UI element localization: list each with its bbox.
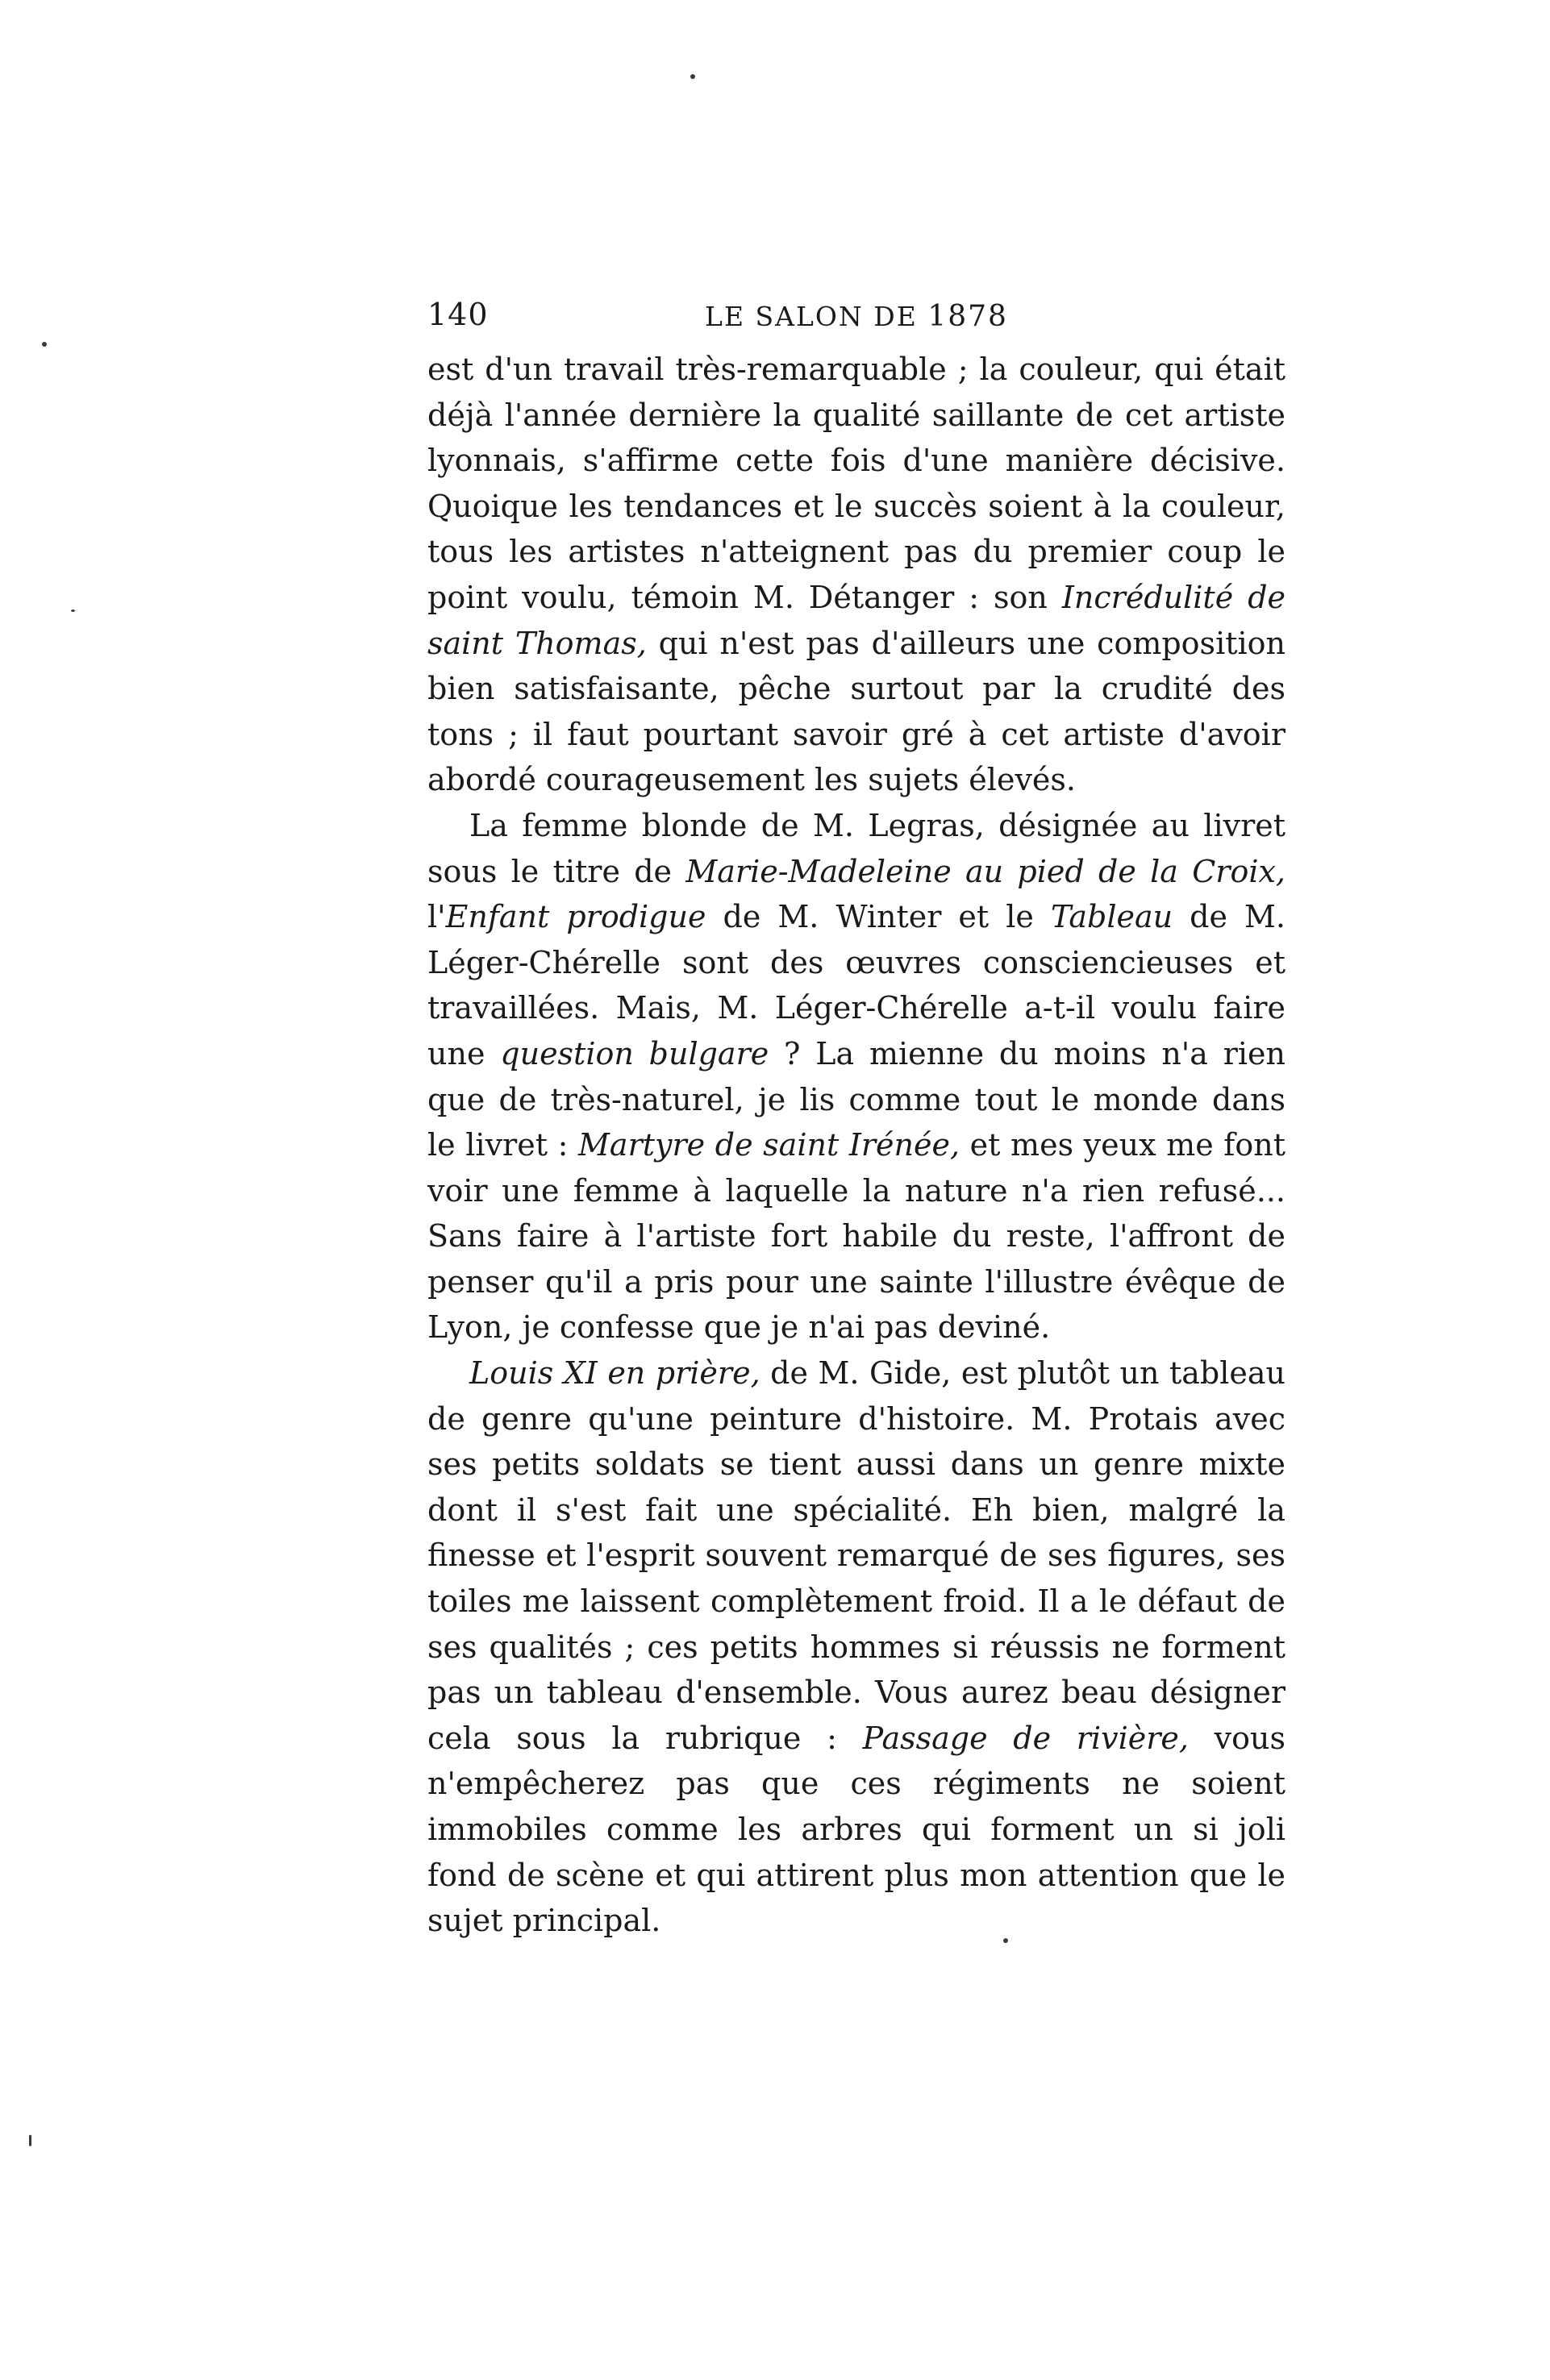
emphasis: question bulgare bbox=[500, 1035, 769, 1071]
paragraph bbox=[427, 1350, 1285, 1944]
artwork-title: Enfant prodigue bbox=[445, 899, 706, 935]
text-run: qui n'est pas d'ailleurs une composition bien satisfaisante, pêche surtout par la crudité des tons ; il faut pourtant savoir gré à cet artiste d'avoir abordé courageusement les sujets élevés. bbox=[427, 625, 1285, 798]
text-run: La femme blonde de M. Legras, désignée au livret sous le titre de bbox=[427, 807, 1285, 889]
text-run: de M. Léger-Chérelle sont des œuvres consciencieuses et travaillées. Mais, M. Léger-Chérelle a-t-il voulu faire une bbox=[427, 899, 1285, 1071]
text-run: est d'un travail très-remarquable ; la couleur, qui était déjà l'année dernière la qualité saillante de cet artiste lyonnais, s'affirme cette fois d'une manière décisive. Quoique les tendances et le succès soient à la couleur, tous les artistes n'atteignent pas du premier coup le point voulu, témoin M. Détanger : son bbox=[427, 352, 1285, 615]
running-title bbox=[427, 300, 1285, 333]
running-header bbox=[427, 297, 1285, 345]
text-run: de M. Winter et le bbox=[706, 899, 1051, 935]
ink-speck bbox=[42, 342, 47, 347]
paragraph bbox=[427, 803, 1285, 1350]
paragraph-continued bbox=[427, 347, 1285, 803]
running-title-year: 1878 bbox=[927, 300, 1008, 333]
running-title-text: LE SALON DE bbox=[705, 301, 918, 332]
page-number: 140 bbox=[427, 297, 489, 332]
ink-speck bbox=[690, 74, 695, 79]
text-run: ? La mienne du moins n'a rien que de très-naturel, je lis comme tout le monde dans le livret : bbox=[427, 1035, 1286, 1163]
artwork-title: Marie-Madeleine au pied de la Croix, bbox=[685, 853, 1285, 889]
text-run: l' bbox=[427, 899, 446, 935]
ink-speck bbox=[29, 2135, 31, 2146]
artwork-title: Incrédulité de saint Thomas, bbox=[427, 579, 1286, 661]
artwork-title: Louis XI en prière, bbox=[469, 1355, 760, 1392]
ink-speck bbox=[71, 610, 75, 612]
artwork-title: Martyre de saint Irénée, bbox=[578, 1127, 960, 1163]
text-run: et mes yeux me font voir une femme à laquelle la nature n'a rien refusé... Sans faire à l'artiste fort habile du reste, l'affront de penser qu'il a pris pour une sainte l'illustre évêque de Lyon, je confesse que je n'ai pas deviné. bbox=[427, 1127, 1285, 1346]
text-run: vous n'empêcherez pas que ces régiments ne soient immobiles comme les arbres qui forment un si joli fond de scène et qui attirent plus mon attention que le sujet principal. bbox=[427, 1720, 1285, 1939]
text-run: de M. Gide, est plutôt un tableau de genre qu'une peinture d'histoire. M. Protais avec ses petits soldats se tient aussi dans un genre mixte dont il s'est fait une spécialité. Eh bien, malgré la finesse et l'esprit souvent remarqué de ses figures, ses toiles me laissent complètement froid. Il a le défaut de ses qualités ; ces petits hommes si réussis ne forment pas un tableau d'ensemble. Vous aurez beau désigner cela sous la rubrique : bbox=[427, 1355, 1285, 1756]
artwork-title: Tableau bbox=[1050, 899, 1173, 935]
artwork-title: Passage de rivière, bbox=[862, 1720, 1189, 1756]
body-text bbox=[427, 347, 1285, 1944]
